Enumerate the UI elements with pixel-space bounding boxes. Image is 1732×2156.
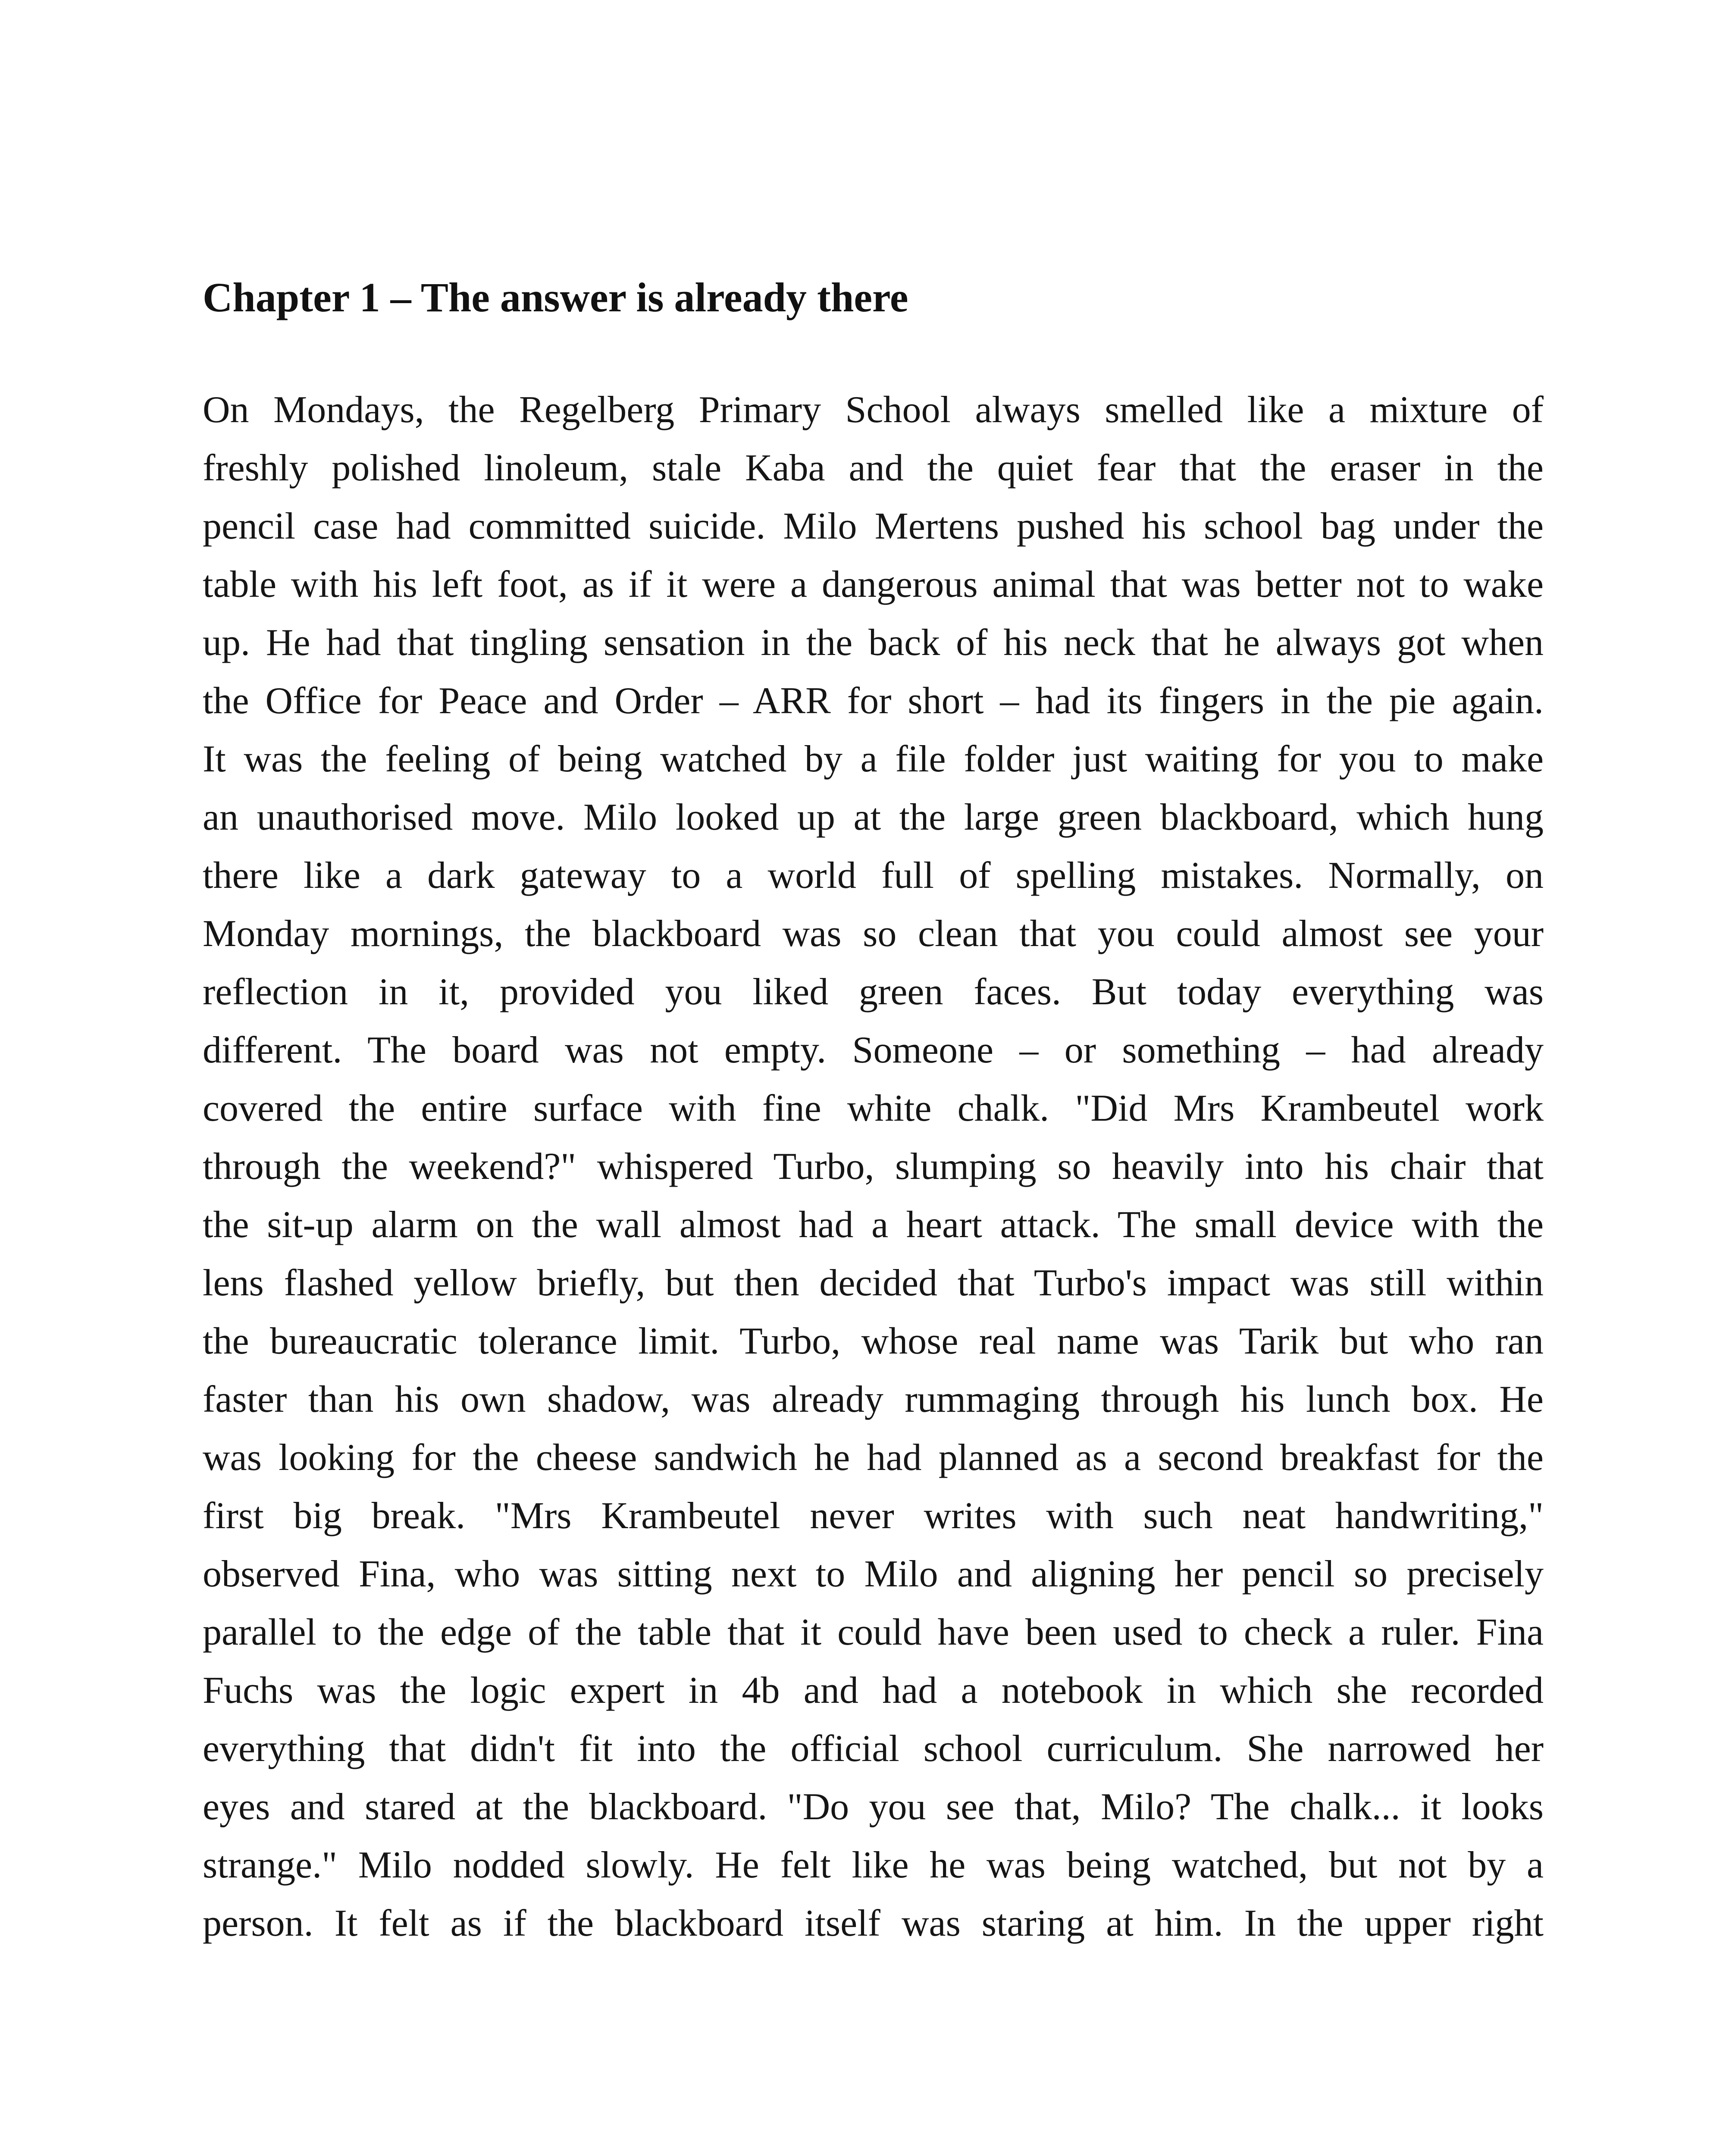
text-line: person. It felt as if the blackboard itself was staring at him. In the upper right xyxy=(203,1902,1544,1944)
text-line: reflection in it, provided you liked green faces. But today everything was xyxy=(203,971,1544,1013)
text-line: strange." Milo nodded slowly. He felt like he was being watched, but not by a xyxy=(203,1844,1544,1886)
text-line: the bureaucratic tolerance limit. Turbo, whose real name was Tarik but who ran xyxy=(203,1320,1544,1362)
text-line: different. The board was not empty. Someone – or something – had already xyxy=(203,1029,1544,1071)
text-line: table with his left foot, as if it were a dangerous animal that was better not to wake xyxy=(203,564,1544,605)
text-line: Monday mornings, the blackboard was so clean that you could almost see your xyxy=(203,913,1544,955)
text-line: lens flashed yellow briefly, but then decided that Turbo's impact was still within xyxy=(203,1262,1544,1304)
text-line: first big break. "Mrs Krambeutel never writes with such neat handwriting," xyxy=(203,1495,1544,1537)
text-line: the Office for Peace and Order – ARR for short – had its fingers in the pie again. xyxy=(203,680,1544,722)
text-line: everything that didn't fit into the official school curriculum. She narrowed her xyxy=(203,1728,1544,1770)
chapter-title: Chapter 1 – The answer is already there xyxy=(203,274,908,320)
text-line: was looking for the cheese sandwich he had planned as a second breakfast for the xyxy=(203,1437,1544,1479)
text-line: covered the entire surface with fine white chalk. "Did Mrs Krambeutel work xyxy=(203,1087,1544,1129)
text-line: eyes and stared at the blackboard. "Do you see that, Milo? The chalk... it looks xyxy=(203,1786,1544,1828)
text-line: an unauthorised move. Milo looked up at the large green blackboard, which hung xyxy=(203,796,1544,838)
text-line: through the weekend?" whispered Turbo, slumping so heavily into his chair that xyxy=(203,1146,1544,1188)
text-line: freshly polished linoleum, stale Kaba and the quiet fear that the eraser in the xyxy=(203,447,1544,489)
text-line: observed Fina, who was sitting next to Milo and aligning her pencil so precisely xyxy=(203,1553,1544,1595)
text-line: the sit-up alarm on the wall almost had a heart attack. The small device with the xyxy=(203,1204,1544,1246)
text-line: parallel to the edge of the table that it could have been used to check a ruler. Fina xyxy=(203,1611,1544,1653)
text-line: faster than his own shadow, was already rummaging through his lunch box. He xyxy=(203,1379,1544,1420)
chapter-body xyxy=(203,381,1544,1952)
text-line: Fuchs was the logic expert in 4b and had a notebook in which she recorded xyxy=(203,1670,1544,1711)
text-line: It was the feeling of being watched by a file folder just waiting for you to make xyxy=(203,738,1544,780)
text-line: pencil case had committed suicide. Milo Mertens pushed his school bag under the xyxy=(203,505,1544,547)
text-line: On Mondays, the Regelberg Primary School always smelled like a mixture of xyxy=(203,389,1544,431)
text-line: up. He had that tingling sensation in the back of his neck that he always got when xyxy=(203,622,1544,664)
text-line: there like a dark gateway to a world full of spelling mistakes. Normally, on xyxy=(203,855,1544,896)
